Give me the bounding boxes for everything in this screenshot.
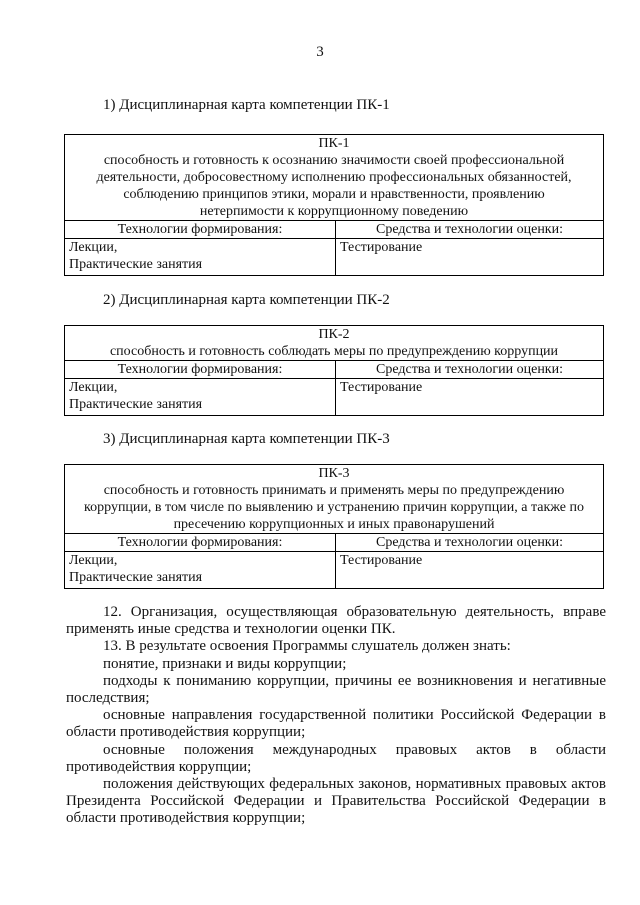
list-item: подходы к пониманию коррупции, причины ее возникновения и негативные последствия; xyxy=(66,672,606,707)
list-item: понятие, признаки и виды коррупции; xyxy=(103,655,347,672)
col-header-technologies: Технологии формирования: xyxy=(65,534,336,552)
technology-item: Лекции, xyxy=(69,240,118,255)
competence-card-3 xyxy=(64,464,604,589)
page-number: 3 xyxy=(316,44,324,60)
competence-card-1 xyxy=(64,134,604,276)
paragraph: 12. Организация, осуществляющая образовательную деятельность, вправе применять иные средства и технологии оценки ПК. xyxy=(66,604,606,638)
list-item: основные положения международных правовых актов в области противодействия коррупции; xyxy=(66,741,606,775)
card-description: способность и готовность к осознанию значимости своей профессиональной деятельности, добросовестному исполнению профессиональных обязанностей, соблюдению принципов этики, морали и нравственности, проявлению нетерпимости к коррупционному поведению xyxy=(96,153,572,219)
card-title-cell xyxy=(65,135,604,221)
col-header-assessment: Средства и технологии оценки: xyxy=(336,534,604,552)
card-description: способность и готовность принимать и применять меры по предупреждению коррупции, в том числе по выявлению и устранению причин коррупции, а также по пресечению коррупционных и иных правонарушений xyxy=(84,483,584,532)
assessment-cell: Тестирование xyxy=(336,552,604,589)
assessment-cell: Тестирование xyxy=(336,379,604,416)
col-header-technologies: Технологии формирования: xyxy=(65,361,336,379)
card-title-cell xyxy=(65,465,604,534)
card-heading-3: 3) Дисциплинарная карта компетенции ПК-3 xyxy=(103,431,390,447)
card-code: ПК-3 xyxy=(318,466,350,481)
technology-item: Лекции, xyxy=(69,553,118,568)
technologies-cell xyxy=(65,239,336,276)
paragraph: 13. В результате освоения Программы слушатель должен знать: xyxy=(103,638,511,655)
assessment-cell: Тестирование xyxy=(336,239,604,276)
card-title-cell xyxy=(65,326,604,361)
technology-item: Лекции, xyxy=(69,380,118,395)
col-header-technologies: Технологии формирования: xyxy=(65,221,336,239)
card-heading-1: 1) Дисциплинарная карта компетенции ПК-1 xyxy=(103,97,390,113)
technology-item: Практические занятия xyxy=(69,570,203,585)
card-code: ПК-1 xyxy=(318,136,350,151)
technologies-cell xyxy=(65,379,336,416)
col-header-assessment: Средства и технологии оценки: xyxy=(336,361,604,379)
list-item: положения действующих федеральных законов, нормативных правовых актов Президента Российской Федерации и Правительства Российской Федерации в области противодействия коррупции; xyxy=(66,776,606,827)
card-description: способность и готовность соблюдать меры по предупреждению коррупции xyxy=(109,344,559,359)
card-heading-2: 2) Дисциплинарная карта компетенции ПК-2 xyxy=(103,292,390,308)
body-text xyxy=(66,604,606,828)
list-item: основные направления государственной политики Российской Федерации в области противодействия коррупции; xyxy=(66,707,606,741)
technology-item: Практические занятия xyxy=(69,257,203,272)
technologies-cell xyxy=(65,552,336,589)
col-header-assessment: Средства и технологии оценки: xyxy=(336,221,604,239)
technology-item: Практические занятия xyxy=(69,397,203,412)
card-code: ПК-2 xyxy=(318,327,350,342)
competence-card-2 xyxy=(64,325,604,416)
